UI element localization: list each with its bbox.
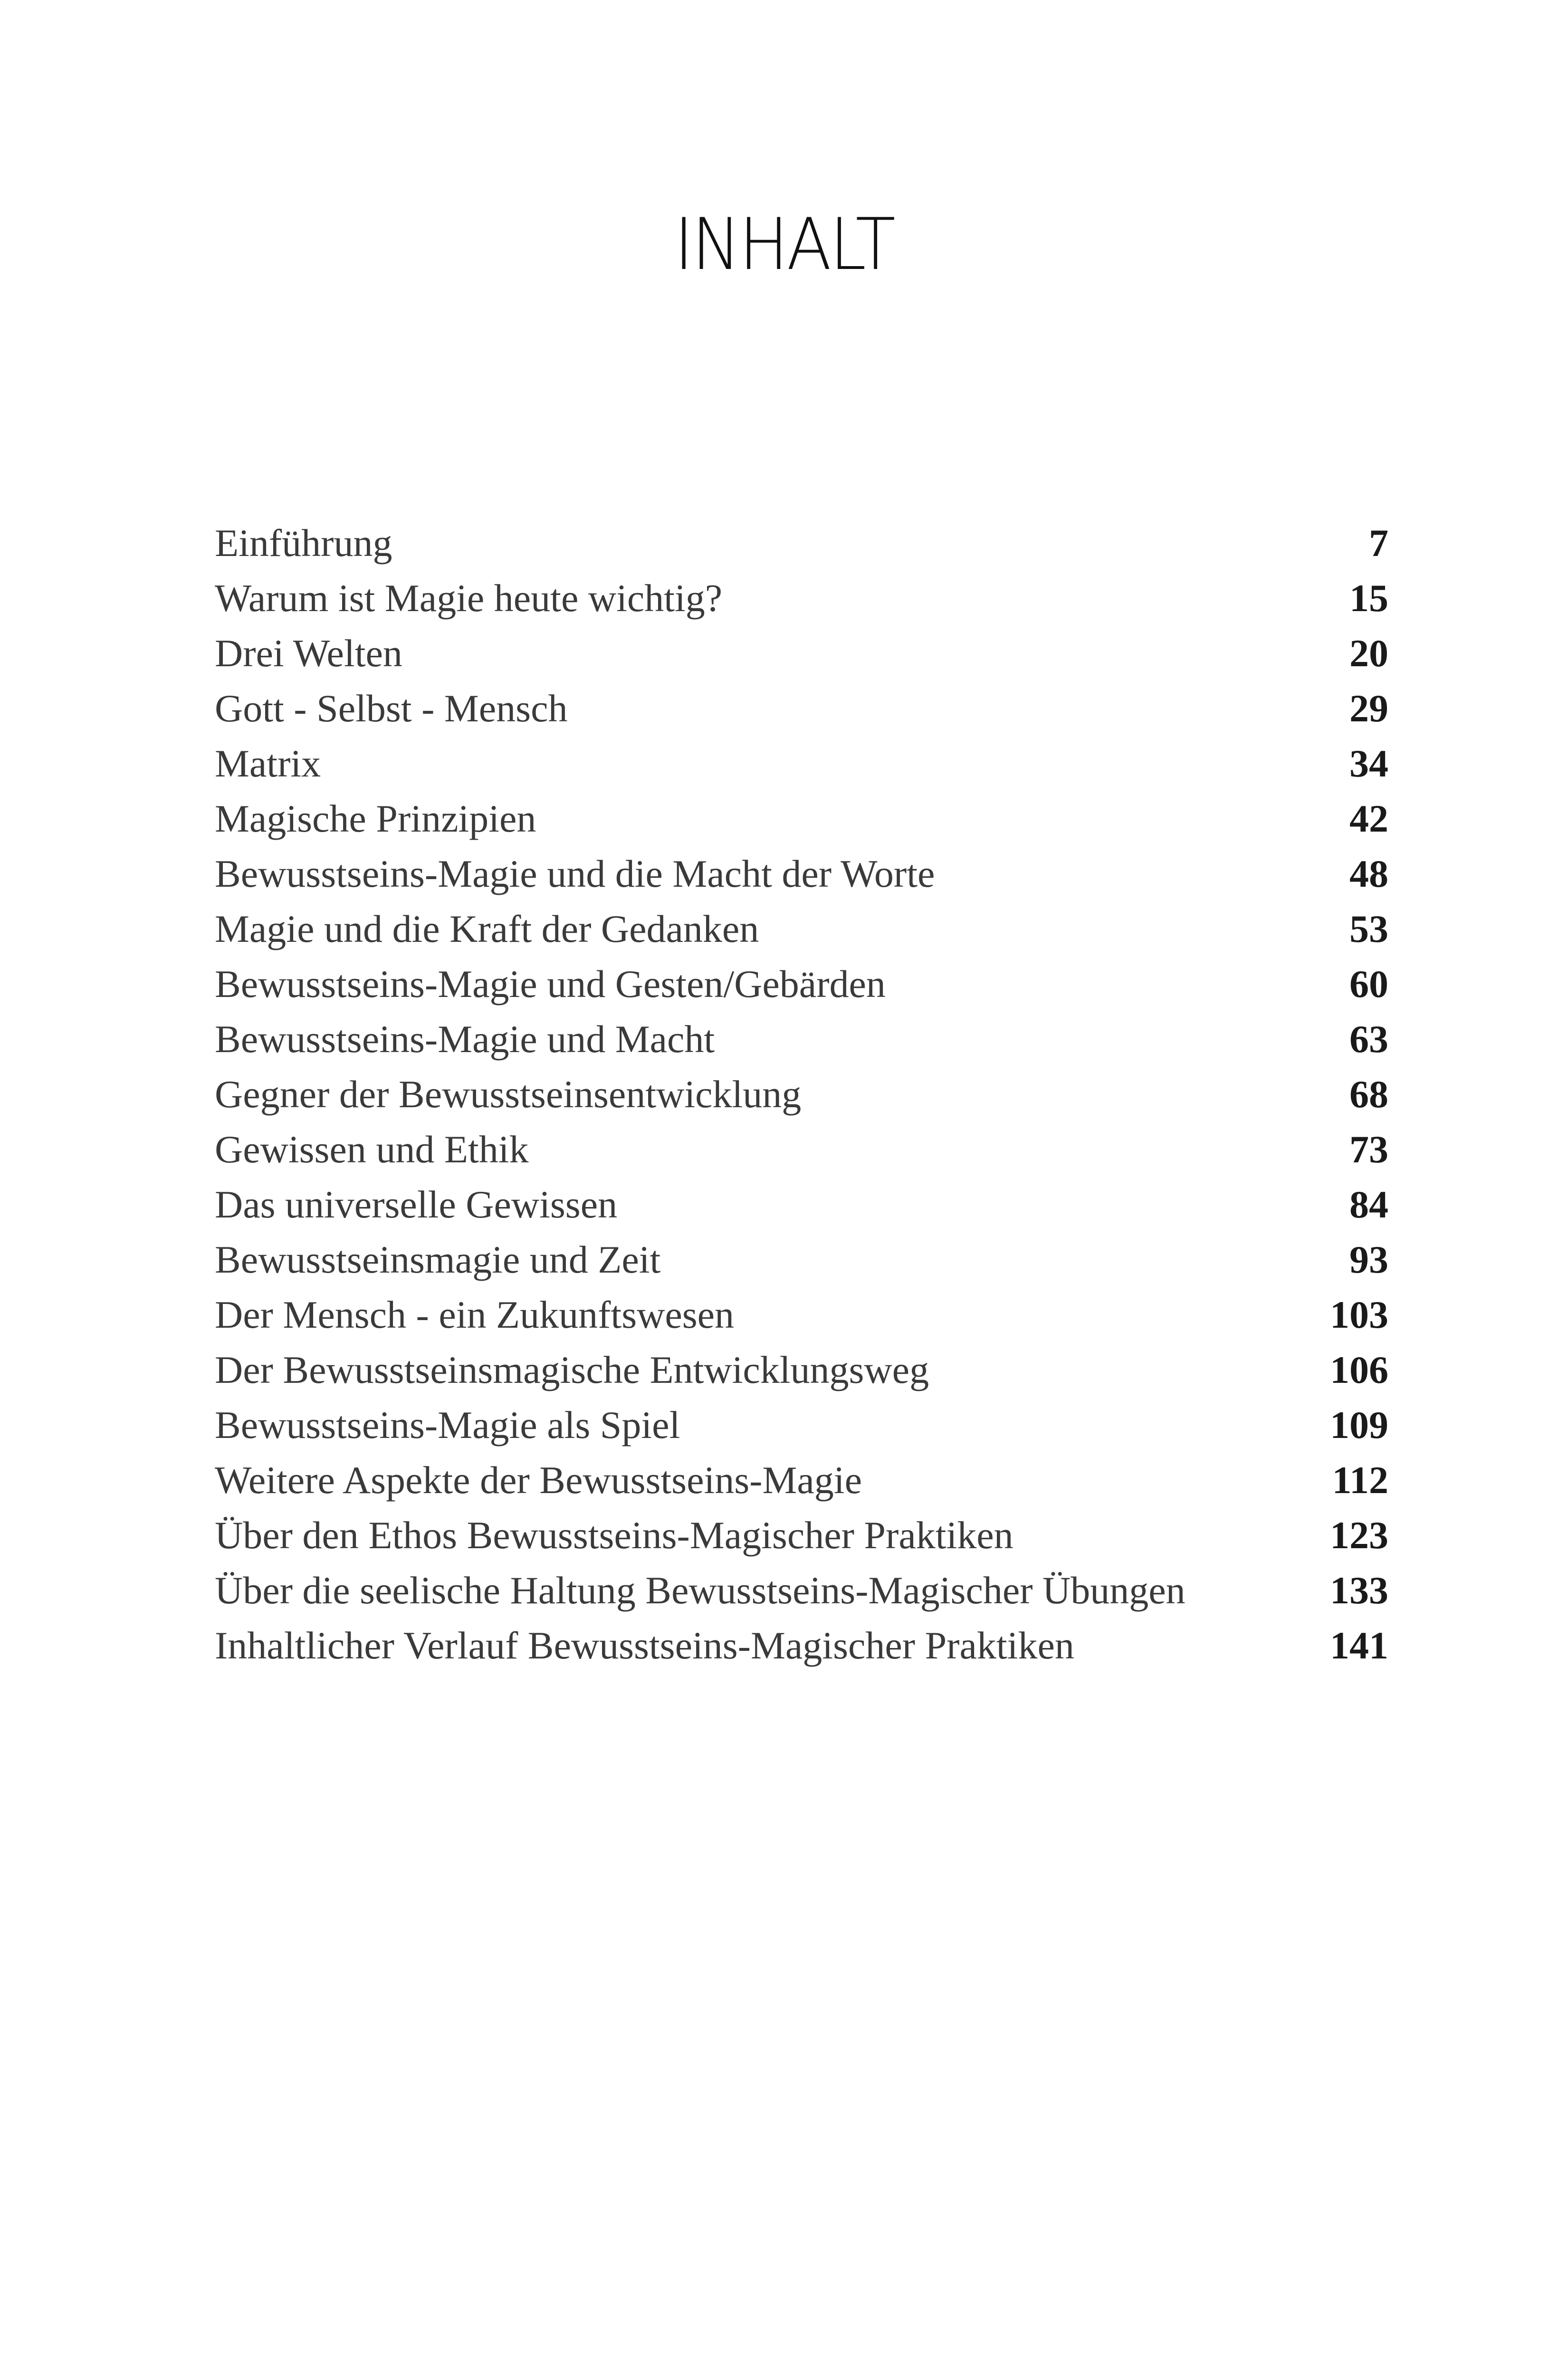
toc-entry-title: Magische Prinzipien xyxy=(215,797,536,840)
toc-entry xyxy=(215,1287,1388,1342)
toc-entry-title: Der Mensch - ein Zukunftswesen xyxy=(215,1293,735,1336)
toc-entry-page: 20 xyxy=(1349,632,1388,675)
toc-entry-title: Gott - Selbst - Mensch xyxy=(215,687,568,730)
toc-entry xyxy=(215,1618,1388,1673)
toc-entry xyxy=(215,1453,1388,1508)
toc-entry xyxy=(215,957,1388,1012)
toc-entry xyxy=(215,1012,1388,1067)
toc-entry xyxy=(215,626,1388,681)
toc-entry-page: 63 xyxy=(1349,1017,1388,1061)
toc-entry xyxy=(215,516,1388,571)
toc-entry xyxy=(215,736,1388,791)
toc-entry-page: 7 xyxy=(1369,521,1388,565)
toc-entry-title: Matrix xyxy=(215,742,321,785)
toc-entry-title: Bewusstseins-Magie und Gesten/Gebärden xyxy=(215,962,886,1006)
toc-entry-page: 68 xyxy=(1349,1073,1388,1116)
toc-entry-page: 133 xyxy=(1330,1569,1388,1612)
toc-entry-title: Drei Welten xyxy=(215,632,402,675)
toc-entry-title: Über die seelische Haltung Bewusstseins-Magischer Übungen xyxy=(215,1569,1186,1612)
toc-entry-title: Magie und die Kraft der Gedanken xyxy=(215,907,759,950)
toc-entry xyxy=(215,1177,1388,1232)
toc-entry-title: Bewusstseins-Magie und die Macht der Worte xyxy=(215,852,935,895)
toc-entry xyxy=(215,1398,1388,1453)
toc-entry-page: 109 xyxy=(1330,1403,1388,1447)
toc-entry-title: Gewissen und Ethik xyxy=(215,1128,529,1171)
toc-entry-page: 84 xyxy=(1349,1183,1388,1226)
toc-entry-page: 42 xyxy=(1349,797,1388,840)
toc-entry xyxy=(215,1122,1388,1177)
toc-entry-title: Warum ist Magie heute wichtig? xyxy=(215,576,723,620)
toc-entry-page: 141 xyxy=(1330,1624,1388,1667)
toc-entry xyxy=(215,1563,1388,1618)
toc-entry xyxy=(215,1342,1388,1398)
toc-entry-page: 60 xyxy=(1349,962,1388,1006)
toc-entry-page: 53 xyxy=(1349,907,1388,950)
toc-entry-title: Bewusstseinsmagie und Zeit xyxy=(215,1238,661,1281)
toc-entry xyxy=(215,681,1388,736)
toc-entry-page: 106 xyxy=(1330,1348,1388,1391)
toc-entry-title: Über den Ethos Bewusstseins-Magischer Praktiken xyxy=(215,1514,1013,1557)
toc-entry-page: 15 xyxy=(1349,576,1388,620)
toc-entry-page: 123 xyxy=(1330,1514,1388,1557)
toc-entry-page: 48 xyxy=(1349,852,1388,895)
toc-entry xyxy=(215,1067,1388,1122)
toc-entry-title: Das universelle Gewissen xyxy=(215,1183,618,1226)
toc-entry xyxy=(215,791,1388,846)
toc-entry xyxy=(215,1232,1388,1287)
toc-entry-title: Der Bewusstseinsmagische Entwicklungsweg xyxy=(215,1348,929,1391)
toc-entry-title: Gegner der Bewusstseinsentwicklung xyxy=(215,1073,802,1116)
toc-entry-title: Weitere Aspekte der Bewusstseins-Magie xyxy=(215,1458,862,1502)
page-title: INHALT xyxy=(674,203,894,286)
toc-entry-page: 29 xyxy=(1349,687,1388,730)
toc-entry-title: Bewusstseins-Magie als Spiel xyxy=(215,1403,680,1447)
toc-entry xyxy=(215,571,1388,626)
toc-entry-page: 73 xyxy=(1349,1128,1388,1171)
toc-entry-page: 34 xyxy=(1349,742,1388,785)
toc-entry-title: Inhaltlicher Verlauf Bewusstseins-Magischer Praktiken xyxy=(215,1624,1074,1667)
table-of-contents xyxy=(215,516,1388,1673)
toc-entry-title: Bewusstseins-Magie und Macht xyxy=(215,1017,715,1061)
toc-entry xyxy=(215,846,1388,901)
toc-entry-page: 93 xyxy=(1349,1238,1388,1281)
toc-entry xyxy=(215,901,1388,957)
toc-entry xyxy=(215,1508,1388,1563)
toc-entry-title: Einführung xyxy=(215,521,392,565)
toc-entry-page: 103 xyxy=(1330,1293,1388,1336)
toc-entry-page: 112 xyxy=(1332,1458,1388,1502)
